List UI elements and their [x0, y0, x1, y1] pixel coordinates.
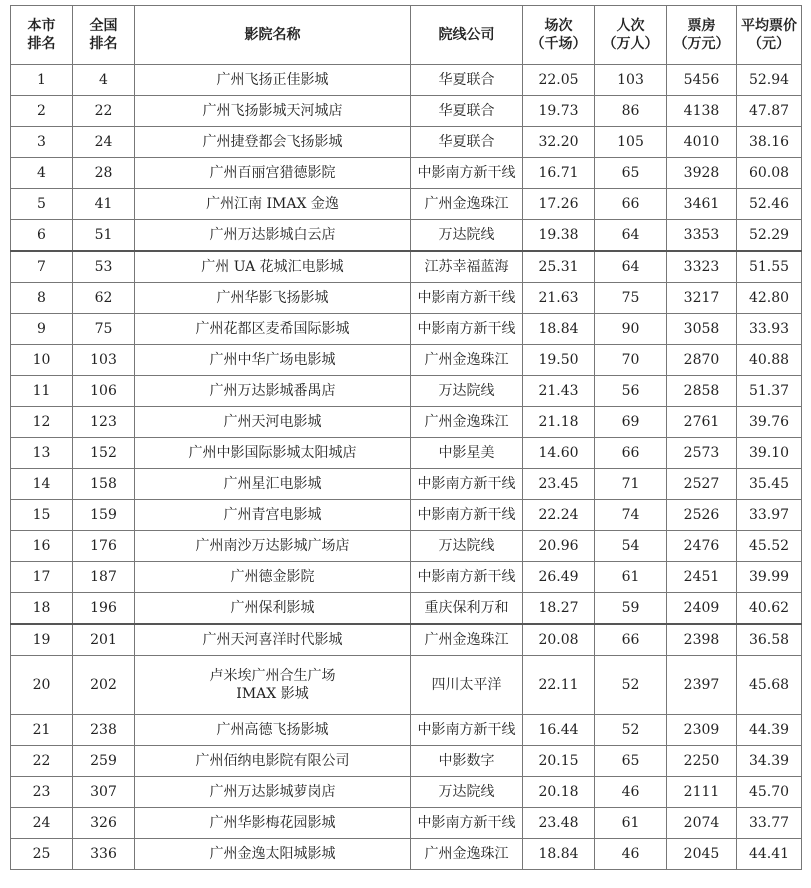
box-office-cell: 3323 — [667, 251, 737, 283]
attendance-header — [595, 6, 667, 65]
cinema-name-cell: 广州万达影城萝岗店 — [135, 777, 411, 808]
screenings-cell: 32.20 — [523, 127, 595, 158]
table-row — [11, 777, 802, 808]
circuit-company-cell: 中影南方新干线 — [411, 314, 523, 345]
avg-price-cell: 40.88 — [737, 345, 802, 376]
attendance-cell: 64 — [595, 251, 667, 283]
avg-price-cell: 51.55 — [737, 251, 802, 283]
screenings-cell: 18.84 — [523, 314, 595, 345]
box-office-cell: 2074 — [667, 808, 737, 839]
national-rank-cell: 202 — [73, 656, 135, 715]
attendance-cell: 66 — [595, 438, 667, 469]
avg-price-cell: 40.62 — [737, 593, 802, 625]
box-office-cell: 2527 — [667, 469, 737, 500]
box-office-cell: 4010 — [667, 127, 737, 158]
screenings-cell: 22.05 — [523, 65, 595, 96]
circuit-company-cell: 万达院线 — [411, 777, 523, 808]
table-row — [11, 624, 802, 656]
circuit-company-cell: 华夏联合 — [411, 96, 523, 127]
table-row — [11, 500, 802, 531]
avg-price-cell: 39.10 — [737, 438, 802, 469]
screenings-cell: 21.43 — [523, 376, 595, 407]
city-rank-cell: 2 — [11, 96, 73, 127]
national-rank-cell: 336 — [73, 839, 135, 870]
national-rank-cell: 158 — [73, 469, 135, 500]
table-row — [11, 345, 802, 376]
circuit-company-header — [411, 6, 523, 65]
cinema-name-cell: 广州德金影院 — [135, 562, 411, 593]
screenings-cell: 21.18 — [523, 407, 595, 438]
national-rank-cell: 159 — [73, 500, 135, 531]
attendance-cell: 64 — [595, 220, 667, 252]
circuit-company-cell: 中影南方新干线 — [411, 500, 523, 531]
attendance-cell: 46 — [595, 839, 667, 870]
circuit-company-cell: 华夏联合 — [411, 127, 523, 158]
cinema-name-cell: 广州江南 IMAX 金逸 — [135, 189, 411, 220]
national-rank-cell: 196 — [73, 593, 135, 625]
national-rank-cell: 62 — [73, 283, 135, 314]
attendance-cell: 75 — [595, 283, 667, 314]
box-office-cell: 2476 — [667, 531, 737, 562]
cinema-name-cell: 广州飞扬正佳影城 — [135, 65, 411, 96]
table-row — [11, 656, 802, 715]
box-office-header-line2: （万元） — [673, 36, 730, 52]
screenings-cell: 20.08 — [523, 624, 595, 656]
attendance-cell: 65 — [595, 746, 667, 777]
cinema-name-header — [135, 6, 411, 65]
table-row — [11, 746, 802, 777]
attendance-cell: 46 — [595, 777, 667, 808]
attendance-header-line2: （万人） — [602, 36, 659, 52]
avg-price-cell: 51.37 — [737, 376, 802, 407]
screenings-cell: 20.15 — [523, 746, 595, 777]
circuit-company-cell: 中影南方新干线 — [411, 715, 523, 746]
screenings-cell: 17.26 — [523, 189, 595, 220]
screenings-cell: 26.49 — [523, 562, 595, 593]
circuit-company-cell: 中影南方新干线 — [411, 158, 523, 189]
avg-price-header-line1: 平均票价 — [741, 18, 797, 34]
national-rank-cell: 326 — [73, 808, 135, 839]
avg-price-cell: 39.99 — [737, 562, 802, 593]
national-rank-cell: 201 — [73, 624, 135, 656]
city-rank-cell: 1 — [11, 65, 73, 96]
cinema-name-line2: IMAX 影城 — [236, 686, 309, 702]
circuit-company-cell: 中影南方新干线 — [411, 808, 523, 839]
cinema-ranking-table-container — [10, 5, 801, 870]
city-rank-cell: 22 — [11, 746, 73, 777]
national-rank-cell: 51 — [73, 220, 135, 252]
box-office-cell: 2397 — [667, 656, 737, 715]
avg-price-header — [737, 6, 802, 65]
table-row — [11, 469, 802, 500]
circuit-company-cell: 中影南方新干线 — [411, 283, 523, 314]
attendance-cell: 52 — [595, 715, 667, 746]
cinema-name-cell: 广州南沙万达影城广场店 — [135, 531, 411, 562]
city-rank-cell: 16 — [11, 531, 73, 562]
cinema-name-header-line1: 影院名称 — [244, 27, 301, 43]
circuit-company-cell: 中影星美 — [411, 438, 523, 469]
cinema-name-cell: 广州百丽宫猎德影院 — [135, 158, 411, 189]
city-rank-cell: 6 — [11, 220, 73, 252]
national-rank-cell: 123 — [73, 407, 135, 438]
cinema-name-cell: 广州万达影城白云店 — [135, 220, 411, 252]
city-rank-cell: 3 — [11, 127, 73, 158]
national-rank-header-line2: 排名 — [89, 36, 118, 52]
attendance-cell: 61 — [595, 562, 667, 593]
table-row — [11, 531, 802, 562]
cinema-name-cell — [135, 656, 411, 715]
avg-price-cell: 45.52 — [737, 531, 802, 562]
cinema-name-cell: 广州万达影城番禺店 — [135, 376, 411, 407]
city-rank-cell: 7 — [11, 251, 73, 283]
screenings-cell: 19.38 — [523, 220, 595, 252]
box-office-cell: 2045 — [667, 839, 737, 870]
avg-price-cell: 38.16 — [737, 127, 802, 158]
attendance-cell: 59 — [595, 593, 667, 625]
avg-price-cell: 39.76 — [737, 407, 802, 438]
box-office-cell: 2409 — [667, 593, 737, 625]
box-office-cell: 2398 — [667, 624, 737, 656]
cinema-name-cell: 广州中华广场电影城 — [135, 345, 411, 376]
avg-price-cell: 33.97 — [737, 500, 802, 531]
city-rank-cell: 12 — [11, 407, 73, 438]
avg-price-cell: 47.87 — [737, 96, 802, 127]
screenings-cell: 23.45 — [523, 469, 595, 500]
table-row — [11, 438, 802, 469]
table-header-row — [11, 6, 802, 65]
attendance-cell: 74 — [595, 500, 667, 531]
cinema-name-cell: 广州星汇电影城 — [135, 469, 411, 500]
circuit-company-cell: 广州金逸珠江 — [411, 839, 523, 870]
avg-price-cell: 44.41 — [737, 839, 802, 870]
avg-price-cell: 60.08 — [737, 158, 802, 189]
national-rank-header — [73, 6, 135, 65]
avg-price-cell: 52.29 — [737, 220, 802, 252]
city-rank-cell: 13 — [11, 438, 73, 469]
city-rank-cell: 9 — [11, 314, 73, 345]
table-row — [11, 376, 802, 407]
cinema-name-cell: 广州金逸太阳城影城 — [135, 839, 411, 870]
table-row — [11, 96, 802, 127]
table-row — [11, 220, 802, 252]
national-rank-cell: 238 — [73, 715, 135, 746]
box-office-cell: 2250 — [667, 746, 737, 777]
table-row — [11, 407, 802, 438]
avg-price-cell: 36.58 — [737, 624, 802, 656]
screenings-cell: 16.71 — [523, 158, 595, 189]
avg-price-cell: 35.45 — [737, 469, 802, 500]
attendance-header-line1: 人次 — [616, 18, 645, 34]
circuit-company-cell: 江苏幸福蓝海 — [411, 251, 523, 283]
screenings-cell: 22.24 — [523, 500, 595, 531]
city-rank-cell: 17 — [11, 562, 73, 593]
cinema-name-cell: 广州天河喜洋时代影城 — [135, 624, 411, 656]
box-office-header — [667, 6, 737, 65]
circuit-company-cell: 广州金逸珠江 — [411, 189, 523, 220]
circuit-company-cell: 广州金逸珠江 — [411, 407, 523, 438]
cinema-name-cell: 广州 UA 花城汇电影城 — [135, 251, 411, 283]
national-rank-cell: 4 — [73, 65, 135, 96]
cinema-name-cell: 广州佰纳电影院有限公司 — [135, 746, 411, 777]
table-row — [11, 158, 802, 189]
cinema-name-cell: 广州保利影城 — [135, 593, 411, 625]
city-rank-header-line2: 排名 — [27, 36, 56, 52]
table-row — [11, 314, 802, 345]
screenings-header-line1: 场次 — [544, 18, 573, 34]
attendance-cell: 65 — [595, 158, 667, 189]
box-office-cell: 2451 — [667, 562, 737, 593]
national-rank-cell: 24 — [73, 127, 135, 158]
national-rank-cell: 41 — [73, 189, 135, 220]
circuit-company-header-line1: 院线公司 — [438, 27, 495, 43]
table-row — [11, 808, 802, 839]
city-rank-cell: 20 — [11, 656, 73, 715]
table-body — [11, 65, 802, 870]
attendance-cell: 90 — [595, 314, 667, 345]
cinema-name-cell: 广州天河电影城 — [135, 407, 411, 438]
national-rank-cell: 103 — [73, 345, 135, 376]
city-rank-cell: 15 — [11, 500, 73, 531]
attendance-cell: 52 — [595, 656, 667, 715]
avg-price-cell: 45.70 — [737, 777, 802, 808]
table-row — [11, 839, 802, 870]
cinema-name-cell: 广州花都区麦希国际影城 — [135, 314, 411, 345]
box-office-header-line1: 票房 — [687, 18, 716, 34]
circuit-company-cell: 中影南方新干线 — [411, 562, 523, 593]
screenings-cell: 16.44 — [523, 715, 595, 746]
circuit-company-cell: 广州金逸珠江 — [411, 624, 523, 656]
cinema-name-cell: 广州华影梅花园影城 — [135, 808, 411, 839]
national-rank-cell: 106 — [73, 376, 135, 407]
circuit-company-cell: 华夏联合 — [411, 65, 523, 96]
cinema-name-cell: 广州捷登都会飞扬影城 — [135, 127, 411, 158]
box-office-cell: 2761 — [667, 407, 737, 438]
table-row — [11, 562, 802, 593]
national-rank-cell: 22 — [73, 96, 135, 127]
cinema-name-line1: 卢米埃广州合生广场 — [209, 668, 336, 684]
attendance-cell: 54 — [595, 531, 667, 562]
circuit-company-cell: 中影数字 — [411, 746, 523, 777]
table-row — [11, 127, 802, 158]
box-office-cell: 3928 — [667, 158, 737, 189]
city-rank-cell: 23 — [11, 777, 73, 808]
cinema-name-cell: 广州中影国际影城太阳城店 — [135, 438, 411, 469]
city-rank-cell: 25 — [11, 839, 73, 870]
screenings-cell: 25.31 — [523, 251, 595, 283]
cinema-ranking-table — [10, 5, 802, 870]
table-row — [11, 283, 802, 314]
table-row — [11, 189, 802, 220]
box-office-cell: 4138 — [667, 96, 737, 127]
cinema-name-cell: 广州华影飞扬影城 — [135, 283, 411, 314]
box-office-cell: 3058 — [667, 314, 737, 345]
attendance-cell: 86 — [595, 96, 667, 127]
box-office-cell: 2111 — [667, 777, 737, 808]
box-office-cell: 2526 — [667, 500, 737, 531]
box-office-cell: 3217 — [667, 283, 737, 314]
circuit-company-cell: 万达院线 — [411, 220, 523, 252]
screenings-cell: 19.73 — [523, 96, 595, 127]
box-office-cell: 3353 — [667, 220, 737, 252]
national-rank-cell: 259 — [73, 746, 135, 777]
city-rank-cell: 8 — [11, 283, 73, 314]
table-row — [11, 251, 802, 283]
cinema-name-cell: 广州青宫电影城 — [135, 500, 411, 531]
table-row — [11, 715, 802, 746]
city-rank-cell: 11 — [11, 376, 73, 407]
national-rank-cell: 152 — [73, 438, 135, 469]
avg-price-cell: 52.46 — [737, 189, 802, 220]
attendance-cell: 56 — [595, 376, 667, 407]
national-rank-cell: 75 — [73, 314, 135, 345]
circuit-company-cell: 重庆保利万和 — [411, 593, 523, 625]
box-office-cell: 2858 — [667, 376, 737, 407]
circuit-company-cell: 万达院线 — [411, 531, 523, 562]
box-office-cell: 2309 — [667, 715, 737, 746]
box-office-cell: 3461 — [667, 189, 737, 220]
city-rank-cell: 21 — [11, 715, 73, 746]
national-rank-cell: 307 — [73, 777, 135, 808]
national-rank-header-line1: 全国 — [89, 18, 118, 34]
avg-price-cell: 33.93 — [737, 314, 802, 345]
attendance-cell: 71 — [595, 469, 667, 500]
attendance-cell: 70 — [595, 345, 667, 376]
avg-price-cell: 34.39 — [737, 746, 802, 777]
avg-price-cell: 33.77 — [737, 808, 802, 839]
national-rank-cell: 53 — [73, 251, 135, 283]
national-rank-cell: 28 — [73, 158, 135, 189]
avg-price-cell: 42.80 — [737, 283, 802, 314]
circuit-company-cell: 万达院线 — [411, 376, 523, 407]
city-rank-cell: 19 — [11, 624, 73, 656]
city-rank-header-line1: 本市 — [27, 18, 56, 34]
city-rank-header — [11, 6, 73, 65]
attendance-cell: 66 — [595, 624, 667, 656]
attendance-cell: 61 — [595, 808, 667, 839]
screenings-cell: 14.60 — [523, 438, 595, 469]
city-rank-cell: 18 — [11, 593, 73, 625]
cinema-name-cell: 广州高德飞扬影城 — [135, 715, 411, 746]
box-office-cell: 2573 — [667, 438, 737, 469]
table-row — [11, 593, 802, 625]
national-rank-cell: 187 — [73, 562, 135, 593]
city-rank-cell: 4 — [11, 158, 73, 189]
screenings-cell: 19.50 — [523, 345, 595, 376]
screenings-header-line2: （千场） — [530, 36, 587, 52]
avg-price-header-line2: （元） — [748, 36, 790, 52]
box-office-cell: 2870 — [667, 345, 737, 376]
screenings-cell: 22.11 — [523, 656, 595, 715]
avg-price-cell: 45.68 — [737, 656, 802, 715]
attendance-cell: 69 — [595, 407, 667, 438]
city-rank-cell: 24 — [11, 808, 73, 839]
national-rank-cell: 176 — [73, 531, 135, 562]
screenings-cell: 23.48 — [523, 808, 595, 839]
table-row — [11, 65, 802, 96]
circuit-company-cell: 四川太平洋 — [411, 656, 523, 715]
city-rank-cell: 5 — [11, 189, 73, 220]
screenings-cell: 18.84 — [523, 839, 595, 870]
attendance-cell: 66 — [595, 189, 667, 220]
screenings-header — [523, 6, 595, 65]
circuit-company-cell: 广州金逸珠江 — [411, 345, 523, 376]
circuit-company-cell: 中影南方新干线 — [411, 469, 523, 500]
avg-price-cell: 44.39 — [737, 715, 802, 746]
screenings-cell: 20.18 — [523, 777, 595, 808]
screenings-cell: 18.27 — [523, 593, 595, 625]
box-office-cell: 5456 — [667, 65, 737, 96]
avg-price-cell: 52.94 — [737, 65, 802, 96]
screenings-cell: 20.96 — [523, 531, 595, 562]
attendance-cell: 105 — [595, 127, 667, 158]
cinema-name-cell: 广州飞扬影城天河城店 — [135, 96, 411, 127]
city-rank-cell: 10 — [11, 345, 73, 376]
attendance-cell: 103 — [595, 65, 667, 96]
screenings-cell: 21.63 — [523, 283, 595, 314]
city-rank-cell: 14 — [11, 469, 73, 500]
